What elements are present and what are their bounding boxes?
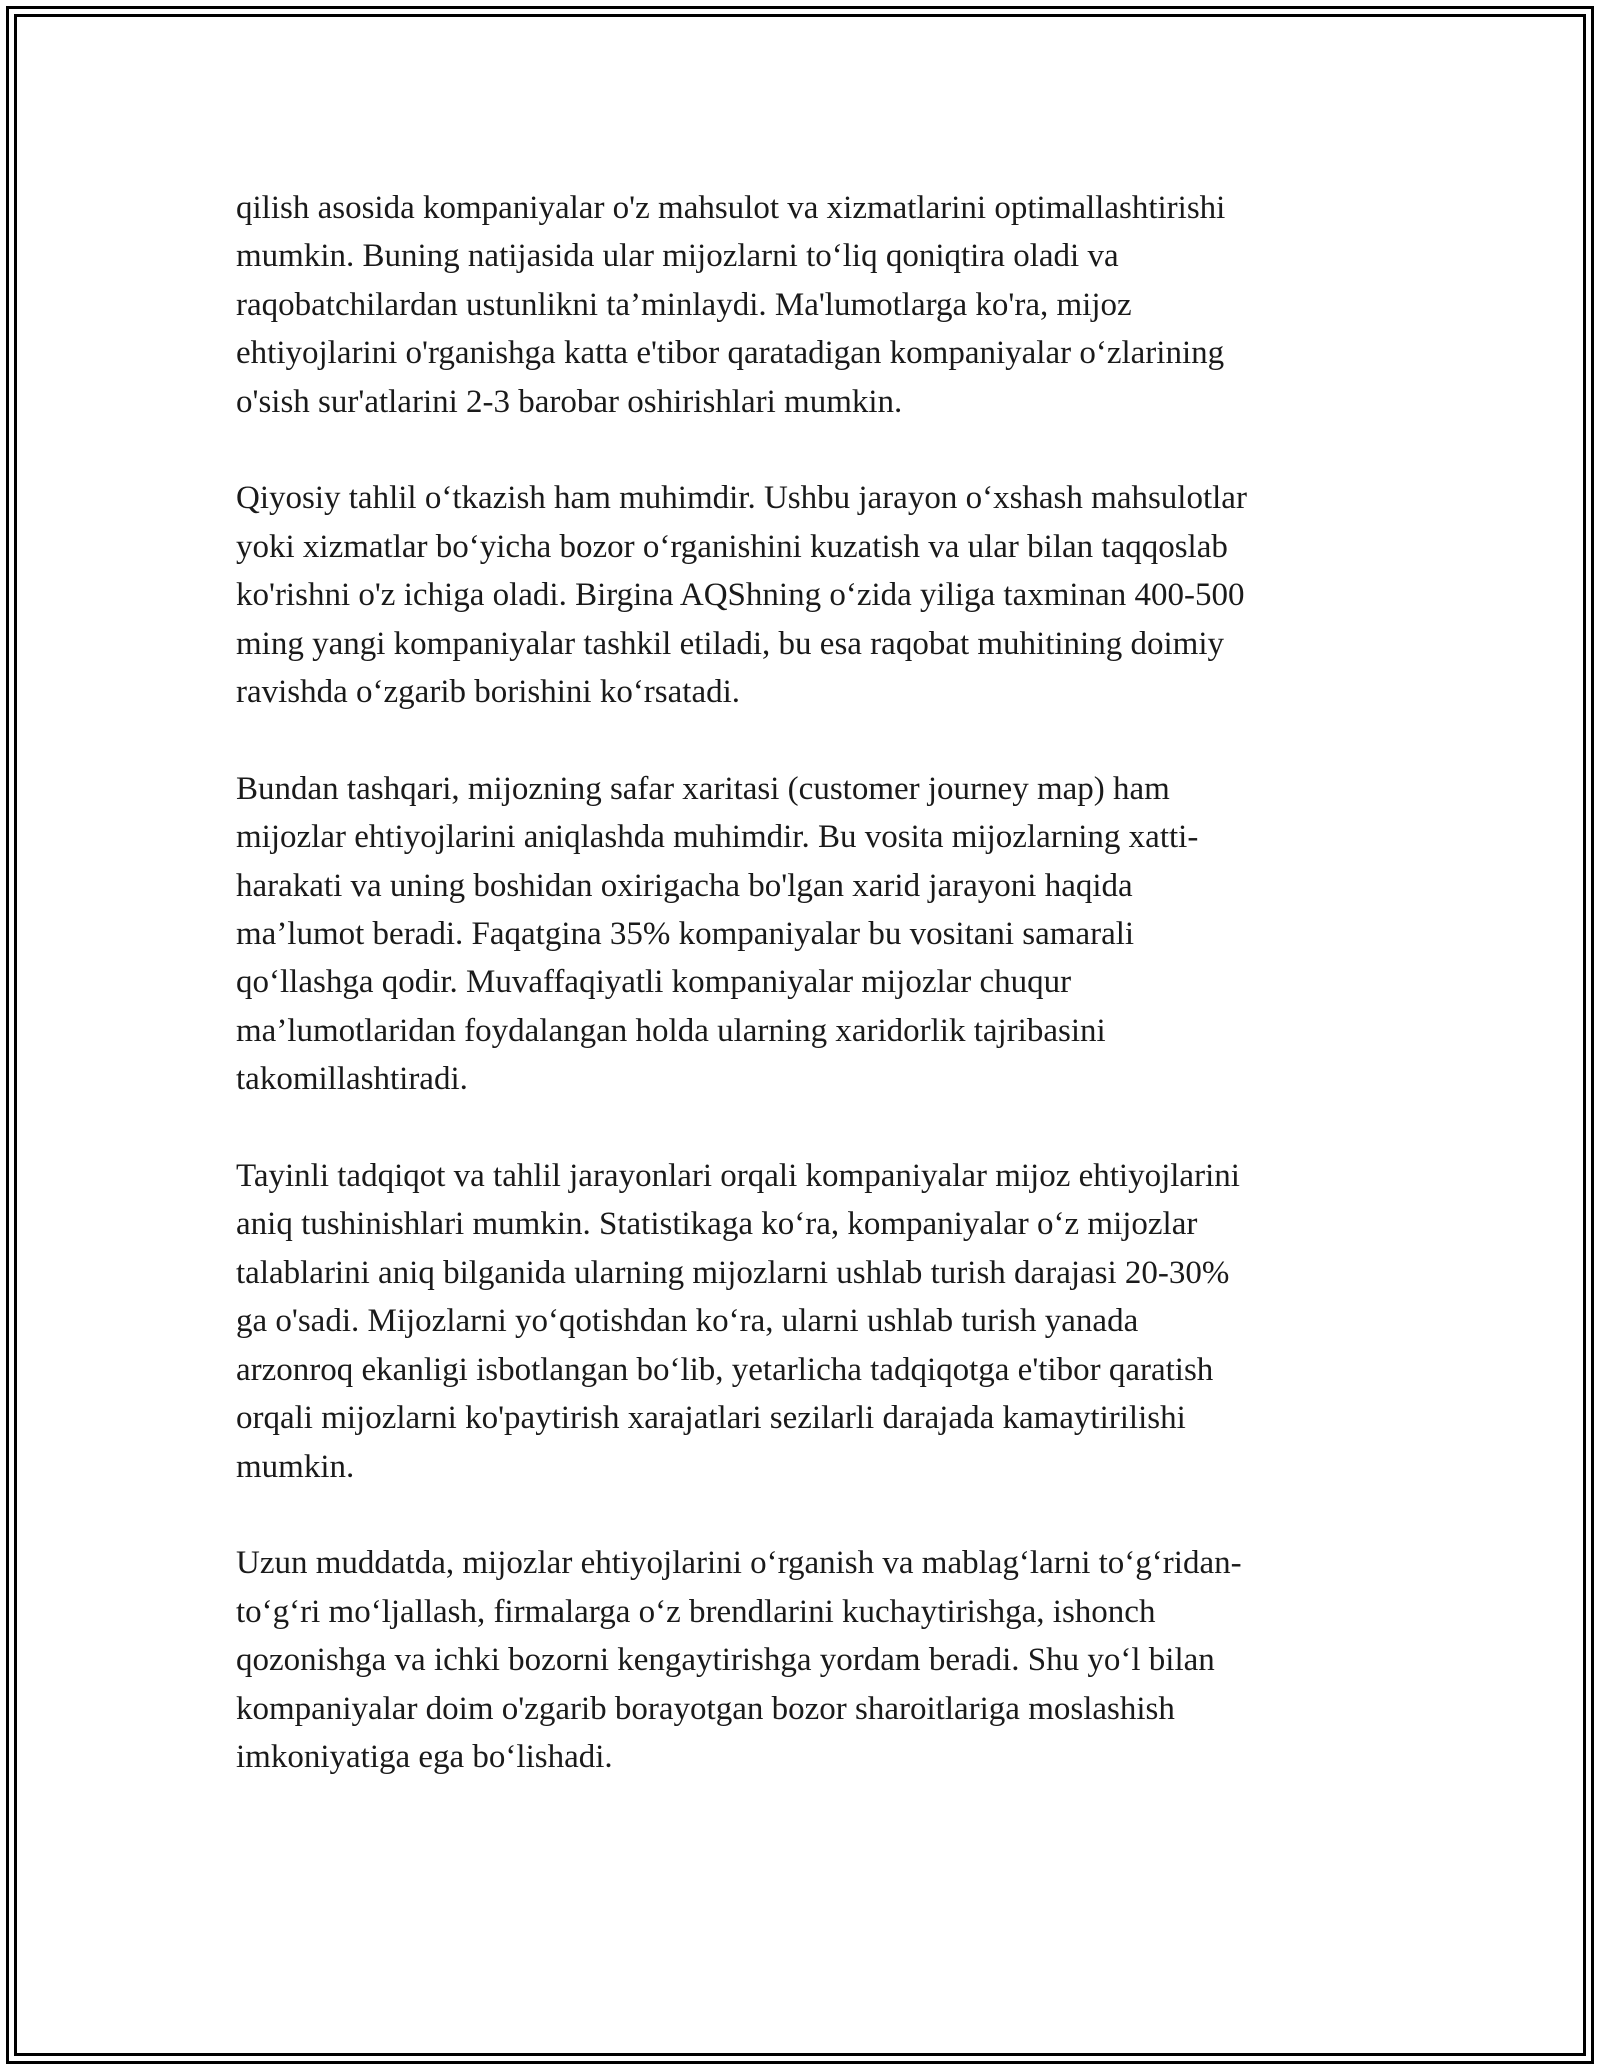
- paragraph-3: Bundan tashqari, mijozning safar xaritasi (customer journey map) ham mijozlar ehtiyojlarini aniqlashda muhimdir. Bu vosita mijozlarning xatti- harakati va uning boshidan oxirigacha bo'lgan xarid jarayoni haqida ma’lumot beradi. Faqatgina 35% kompaniyalar bu vositani samarali qo‘llashga qodir. Muvaffaqiyatli kompaniyalar mijozlar chuqur ma’lumotlaridan foydalangan holda ularning xaridorlik tajribasini takomillashtiradi.: [236, 770, 1199, 1098]
- paragraph-5: Uzun muddatda, mijozlar ehtiyojlarini o‘rganish va mablag‘larni to‘g‘ridan- to‘g‘ri mo‘ljallash, firmalarga o‘z brendlarini kuchaytirishga, ishonch qozonishga va ichki bozorni kengaytirishga yordam beradi. Shu yo‘l bilan kompaniyalar doim o'zgarib borayotgan bozor sharoitlariga moslashish imkoniyatiga ega bo‘lishadi.: [236, 1545, 1242, 1775]
- paragraph-2: Qiyosiy tahlil o‘tkazish ham muhimdir. Ushbu jarayon o‘xshash mahsulotlar yoki xizmatlar bo‘yicha bozor o‘rganishini kuzatish va ular bilan taqqoslab ko'rishni o'z ichiga oladi. Birgina AQShning o‘zida yiliga taxminan 400-500 ming yangi kompaniyalar tashkil etiladi, bu esa raqobat muhitining doimiy ravishda o‘zgarib borishini ko‘rsatadi.: [236, 480, 1247, 711]
- paragraph-1: qilish asosida kompaniyalar o'z mahsulot va xizmatlarini optimallashtirishi mumkin. Buning natijasida ular mijozlarni to‘liq qoniqtira oladi va raqobatchilardan ustunlikni ta’minlaydi. Ma'lumotlarga ko'ra, mijoz ehtiyojlarini o'rganishga katta e'tibor qaratadigan kompaniyalar o‘zlarining o'sish sur'atlarini 2-3 barobar oshirishlari mumkin.: [236, 190, 1226, 420]
- document-body: [236, 184, 1366, 1830]
- paragraph-4: Tayinli tadqiqot va tahlil jarayonlari orqali kompaniyalar mijoz ehtiyojlarini aniq tushinishlari mumkin. Statistikaga ko‘ra, kompaniyalar o‘z mijozlar talablarini aniq bilganida ularning mijozlarni ushlab turish darajasi 20-30% ga o'sadi. Mijozlarni yo‘qotishdan ko‘ra, ularni ushlab turish yanada arzonroq ekanligi isbotlangan bo‘lib, yetarlicha tadqiqotga e'tibor qaratish orqali mijozlarni ko'paytirish xarajatlari sezilarli darajada kamaytirilishi mumkin.: [236, 1158, 1240, 1485]
